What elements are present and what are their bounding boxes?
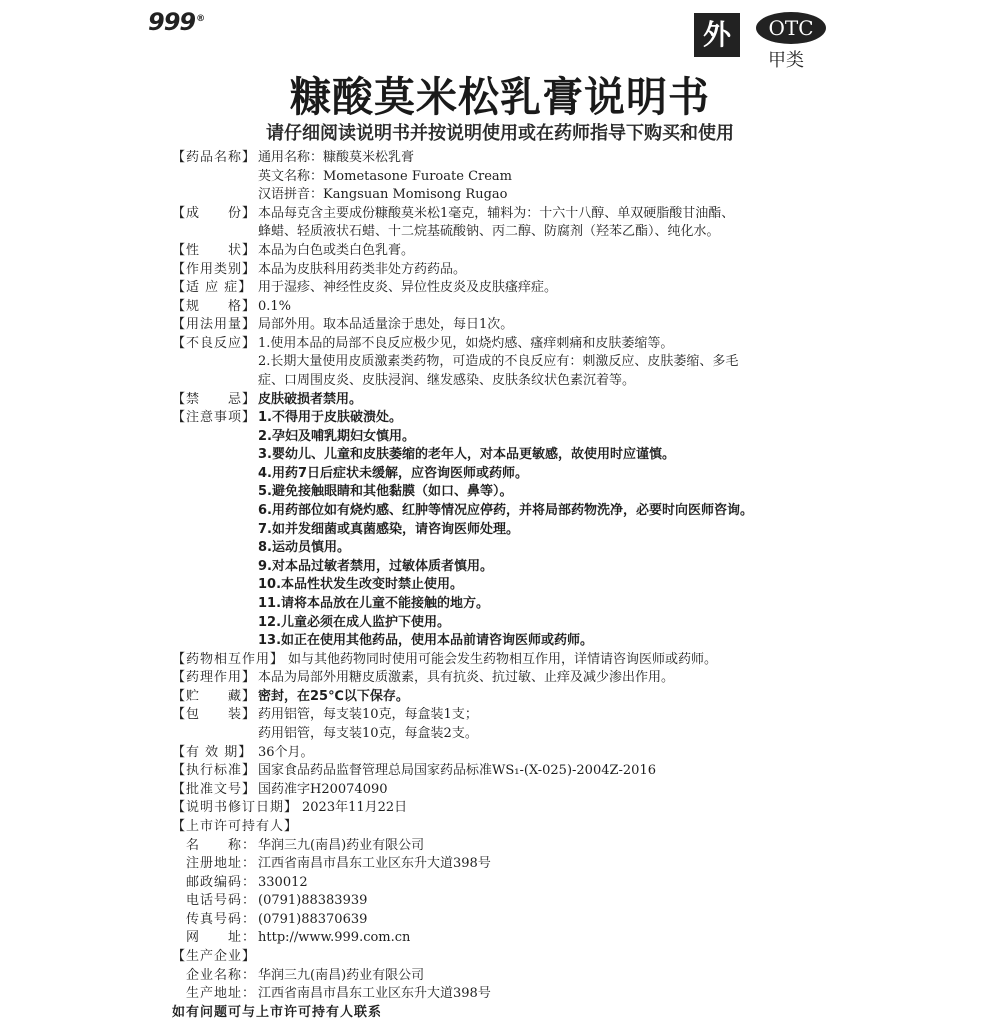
field-label: 【性 状】 xyxy=(172,242,257,258)
field-value: 用于湿疹、神经性皮炎、异位性皮炎及皮肤瘙痒症。 xyxy=(258,280,558,296)
field-value: 0.1% xyxy=(258,298,292,314)
field-label: 【药品名称】 xyxy=(172,150,257,165)
leaflet-line xyxy=(0,241,1000,261)
field-label: 【上市许可持有人】 xyxy=(172,818,299,834)
field-value: 6.用药部位如有烧灼感、红肿等情况应停药，并将局部药物洗净，必要时向医师咨询。 xyxy=(258,503,753,518)
field-label: 名 称： xyxy=(186,837,257,853)
field-value: 密封，在25℃以下保存。 xyxy=(258,688,409,704)
field-label: 【执行标准】 xyxy=(172,763,257,779)
leaflet-line xyxy=(0,687,1000,707)
field-value: 药用铝管，每支装10克，每盒装1支； xyxy=(258,707,478,723)
leaflet-line xyxy=(0,594,1000,614)
leaflet-line xyxy=(0,966,1000,986)
leaflet-line xyxy=(0,167,1000,187)
field-label: 【用法用量】 xyxy=(172,317,257,333)
leaflet-line xyxy=(0,371,1000,391)
field-label: 【生产企业】 xyxy=(172,948,257,964)
field-value: 11.请将本品放在儿童不能接触的地方。 xyxy=(258,595,490,611)
field-value: 5.避免接触眼睛和其他黏膜（如口、鼻等）。 xyxy=(258,484,513,500)
contact-note: 如有问题可与上市许可持有人联系 xyxy=(172,1004,383,1020)
leaflet-line xyxy=(0,854,1000,874)
leaflet-line xyxy=(0,297,1000,317)
field-value: 本品为皮肤科用药类非处方药药品。 xyxy=(258,261,467,277)
leaflet-line xyxy=(0,1003,1000,1023)
leaflet-line xyxy=(0,538,1000,558)
field-value: 8.运动员慎用。 xyxy=(258,540,350,556)
leaflet-line xyxy=(0,910,1000,930)
leaflet-line xyxy=(0,891,1000,911)
field-value: 国家食品药品监督管理总局国家药品标准WS₁-(X-025)-2004Z-2016 xyxy=(258,763,656,779)
logo-registered-mark: ® xyxy=(196,14,205,24)
leaflet-line xyxy=(0,724,1000,744)
field-value: 330012 xyxy=(258,874,308,890)
field-label: 【成 份】 xyxy=(172,205,257,221)
field-value: 本品每克含主要成份糠酸莫米松1毫克，辅料为：十六十八醇、单双硬脂酸甘油酯、 xyxy=(258,205,735,221)
leaflet-line xyxy=(0,557,1000,577)
field-value: 36个月。 xyxy=(258,744,314,760)
leaflet-line xyxy=(0,947,1000,967)
field-label: 企业名称： xyxy=(186,967,257,983)
field-value: (0791)88383939 xyxy=(258,893,368,909)
leaflet-line xyxy=(0,464,1000,484)
leaflet-line xyxy=(0,408,1000,428)
field-value: 10.本品性状发生改变时禁止使用。 xyxy=(258,577,464,593)
field-value: 本品为局部外用糖皮质激素，具有抗炎、抗过敏、止痒及减少渗出作用。 xyxy=(258,670,675,686)
leaflet-line xyxy=(0,352,1000,372)
field-label: 【包 装】 xyxy=(172,707,257,723)
leaflet-line xyxy=(0,873,1000,893)
field-label: 【禁 忌】 xyxy=(172,391,257,407)
field-value: 1.使用本品的局部不良反应极少见，如烧灼感、瘙痒刺痛和皮肤萎缩等。 xyxy=(258,335,674,351)
field-value: 2.长期大量使用皮质激素类药物，可造成的不良反应有：刺激反应、皮肤萎缩、多毛 xyxy=(258,354,739,370)
field-label: 【批准文号】 xyxy=(172,781,257,797)
field-value: 蜂蜡、轻质液状石蜡、十二烷基硫酸钠、丙二醇、防腐剂（羟苯乙酯）、纯化水。 xyxy=(258,224,720,240)
leaflet-line xyxy=(0,334,1000,354)
field-value: 本品为白色或类白色乳膏。 xyxy=(258,242,415,258)
field-label: 【说明书修订日期】 xyxy=(172,800,299,816)
field-value: 12.儿童必须在成人监护下使用。 xyxy=(258,614,451,630)
field-label: 注册地址： xyxy=(186,856,257,871)
field-value: 英文名称：Mometasone Furoate Cream xyxy=(258,168,512,184)
field-value: 华润三九(南昌)药业有限公司 xyxy=(258,967,425,983)
field-value: 江西省南昌市昌东工业区东升大道398号 xyxy=(258,856,491,871)
field-label: 【有 效 期】 xyxy=(172,744,253,760)
field-value: 症、口周围皮炎、皮肤浸润、继发感染、皮肤条纹状色素沉着等。 xyxy=(258,373,636,388)
leaflet-line xyxy=(0,613,1000,633)
field-label: 邮政编码： xyxy=(186,874,257,890)
leaflet-line xyxy=(0,278,1000,298)
field-value: (0791)88370639 xyxy=(258,911,368,927)
field-value: 华润三九(南昌)药业有限公司 xyxy=(258,837,425,853)
field-label: 网 址： xyxy=(186,930,257,946)
leaflet-line xyxy=(0,928,1000,948)
leaflet-line xyxy=(0,984,1000,1004)
field-value: 7.如并发细菌或真菌感染，请咨询医师处理。 xyxy=(258,521,519,537)
document-title: 糠酸莫米松乳膏说明书 xyxy=(290,73,710,121)
field-value: 药用铝管，每支装10克，每盒装2支。 xyxy=(258,726,478,741)
leaflet-line xyxy=(0,427,1000,447)
leaflet-line xyxy=(0,185,1000,205)
field-value: 如与其他药物同时使用可能会发生药物相互作用，详情请咨询医师或药师。 xyxy=(288,651,718,667)
leaflet-line xyxy=(0,445,1000,465)
field-label: 【药理作用】 xyxy=(172,670,257,686)
document-subtitle: 请仔细阅读说明书并按说明使用或在药师指导下购买和使用 xyxy=(266,123,734,144)
field-value: http://www.999.com.cn xyxy=(258,930,411,946)
brand-logo xyxy=(148,8,204,36)
leaflet-line xyxy=(0,631,1000,651)
field-label: 【注意事项】 xyxy=(172,410,257,426)
field-label: 【药物相互作用】 xyxy=(172,651,285,667)
otc-class-label: 甲类 xyxy=(768,50,804,71)
field-value: 皮肤破损者禁用。 xyxy=(258,391,363,407)
field-value: 13.如正在使用其他药品，使用本品前请咨询医师或药师。 xyxy=(258,633,594,649)
leaflet-line xyxy=(0,836,1000,856)
leaflet-line xyxy=(0,798,1000,818)
field-value: 4.用药7日后症状未缓解，应咨询医师或药师。 xyxy=(258,465,529,481)
field-value: 局部外用。取本品适量涂于患处，每日1次。 xyxy=(258,317,514,333)
leaflet-line xyxy=(0,650,1000,670)
leaflet-line xyxy=(0,390,1000,410)
leaflet-line xyxy=(0,817,1000,837)
field-label: 【作用类别】 xyxy=(172,261,257,277)
field-value: 汉语拼音：Kangsuan Momisong Rugao xyxy=(258,187,508,203)
field-label: 生产地址： xyxy=(186,986,257,1002)
field-value: 国药准字H20074090 xyxy=(258,781,388,797)
leaflet-line xyxy=(0,668,1000,688)
leaflet-line xyxy=(0,761,1000,781)
field-value: 1.不得用于皮肤破溃处。 xyxy=(258,410,402,426)
leaflet-line xyxy=(0,482,1000,502)
field-label: 【规 格】 xyxy=(172,298,257,314)
field-label: 传真号码： xyxy=(186,911,257,927)
field-label: 【不良反应】 xyxy=(172,335,257,351)
field-value: 3.婴幼儿、儿童和皮肤萎缩的老年人，对本品更敏感，故使用时应谨慎。 xyxy=(258,447,675,463)
otc-badge: OTC xyxy=(756,12,826,44)
leaflet-line xyxy=(0,520,1000,540)
leaflet-line xyxy=(0,315,1000,335)
field-value: 2023年11月22日 xyxy=(302,800,408,816)
field-value: 江西省南昌市昌东工业区东升大道398号 xyxy=(258,986,491,1002)
field-label: 电话号码： xyxy=(186,893,257,909)
field-value: 9.对本品过敏者禁用，过敏体质者慎用。 xyxy=(258,558,493,574)
external-use-badge: 外 xyxy=(694,13,740,57)
leaflet-line xyxy=(0,575,1000,595)
leaflet-line xyxy=(0,501,1000,521)
field-value: 通用名称：糠酸莫米松乳膏 xyxy=(258,150,415,165)
logo-text: 999 xyxy=(148,8,196,36)
leaflet-line xyxy=(0,148,1000,168)
leaflet-line xyxy=(0,222,1000,242)
field-label: 【适 应 症】 xyxy=(172,280,253,296)
leaflet-line xyxy=(0,780,1000,800)
leaflet-line xyxy=(0,705,1000,725)
field-label: 【贮 藏】 xyxy=(172,688,257,704)
leaflet-line xyxy=(0,204,1000,224)
field-value: 2.孕妇及哺乳期妇女慎用。 xyxy=(258,428,415,444)
leaflet-line xyxy=(0,743,1000,763)
leaflet-line xyxy=(0,260,1000,280)
